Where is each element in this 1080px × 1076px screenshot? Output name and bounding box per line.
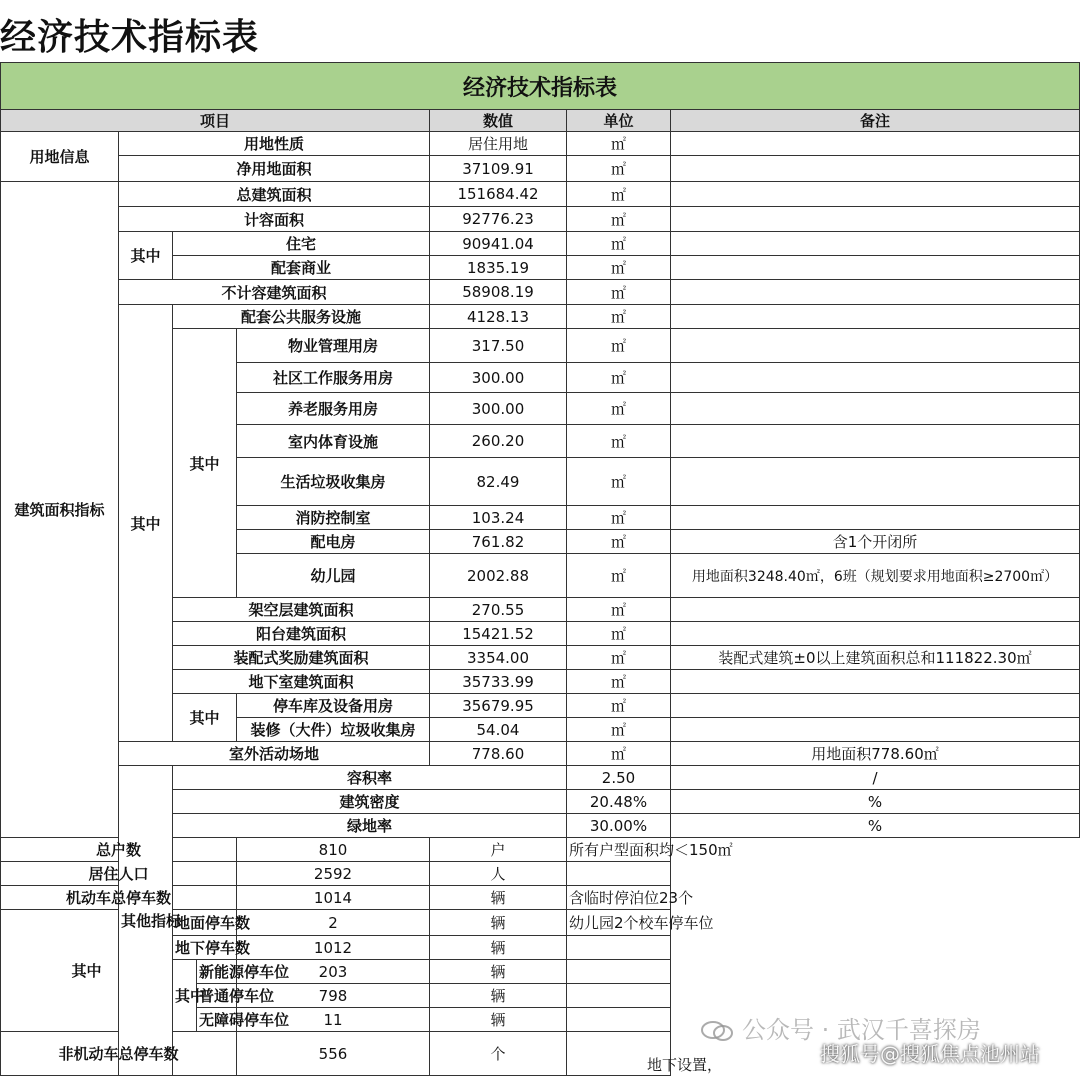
row-note: 地下设置， <box>567 1032 671 1076</box>
row-unit: 辆 <box>430 886 567 910</box>
sub-label: 其中 <box>173 329 237 598</box>
row-unit: 辆 <box>430 910 567 936</box>
row-unit: ㎡ <box>567 132 671 156</box>
row-value: 1012 <box>237 936 430 960</box>
row-unit: ㎡ <box>567 305 671 329</box>
row-value: 58908.19 <box>430 280 567 305</box>
row-unit: ㎡ <box>567 156 671 182</box>
row-unit: ㎡ <box>567 363 671 393</box>
row-name: 停车库及设备用房 <box>237 694 430 718</box>
row-name: 非机动车总停车数 <box>1 1032 237 1076</box>
row-name: 社区工作服务用房 <box>237 363 430 393</box>
row-unit: ㎡ <box>567 646 671 670</box>
row-note: 用地面积3248.40㎡，6班（规划要求用地面积≥2700㎡） <box>671 554 1080 598</box>
row-note <box>671 694 1080 718</box>
row-name: 配套商业 <box>173 256 430 280</box>
row-value: 54.04 <box>430 718 567 742</box>
header-value: 数值 <box>430 110 567 132</box>
row-value: 11 <box>237 1008 430 1032</box>
row-value: 317.50 <box>430 329 567 363</box>
row-note <box>671 622 1080 646</box>
row-name: 容积率 <box>173 766 567 790</box>
row-value: 2592 <box>237 862 430 886</box>
row-value: 761.82 <box>430 530 567 554</box>
row-name: 用地性质 <box>119 132 430 156</box>
row-name: 净用地面积 <box>119 156 430 182</box>
row-unit: ㎡ <box>567 742 671 766</box>
header-item: 项目 <box>1 110 430 132</box>
row-note <box>567 862 671 886</box>
row-name: 幼儿园 <box>237 554 430 598</box>
row-name: 普通停车位 <box>197 984 237 1008</box>
row-name: 消防控制室 <box>237 506 430 530</box>
row-unit: 辆 <box>430 936 567 960</box>
row-name: 新能源停车位 <box>197 960 237 984</box>
row-value: 92776.23 <box>430 207 567 232</box>
row-note <box>671 207 1080 232</box>
row-name: 物业管理用房 <box>237 329 430 363</box>
group-building-area: 建筑面积指标 <box>1 182 119 838</box>
economic-indicator-table <box>0 62 1080 1076</box>
sub-label: 其中 <box>173 694 237 742</box>
row-note <box>671 458 1080 506</box>
row-value: 4128.13 <box>430 305 567 329</box>
row-unit: ㎡ <box>567 329 671 363</box>
row-name: 配套公共服务设施 <box>173 305 430 329</box>
row-name: 计容面积 <box>119 207 430 232</box>
row-unit: ㎡ <box>567 554 671 598</box>
row-value: 556 <box>237 1032 430 1076</box>
row-unit: % <box>671 790 1080 814</box>
row-value: 2.50 <box>567 766 671 790</box>
row-value: 300.00 <box>430 363 567 393</box>
sub-label: 其中 <box>1 910 173 1032</box>
row-note <box>671 670 1080 694</box>
watermark-text-1: 公众号 · 武汉千喜探房 <box>742 1016 981 1044</box>
row-value: 2002.88 <box>430 554 567 598</box>
row-name: 架空层建筑面积 <box>173 598 430 622</box>
row-name: 地下室建筑面积 <box>173 670 430 694</box>
group-land-info: 用地信息 <box>1 132 119 182</box>
page-title: 经济技术指标表 <box>0 17 260 58</box>
row-value: 300.00 <box>430 393 567 425</box>
row-unit: ㎡ <box>567 458 671 506</box>
row-unit: ㎡ <box>567 670 671 694</box>
row-value: 778.60 <box>430 742 567 766</box>
row-unit: 辆 <box>430 1008 567 1032</box>
row-note: 装配式建筑±0以上建筑面积总和111822.30㎡ <box>671 646 1080 670</box>
row-name: 总建筑面积 <box>119 182 430 207</box>
row-note <box>671 132 1080 156</box>
row-name: 建筑密度 <box>173 790 567 814</box>
row-name: 配电房 <box>237 530 430 554</box>
row-name: 绿地率 <box>173 814 567 838</box>
row-unit: ㎡ <box>567 393 671 425</box>
row-name: 室内体育设施 <box>237 425 430 458</box>
row-name: 阳台建筑面积 <box>173 622 430 646</box>
sub-label: 其中 <box>173 960 197 1032</box>
row-name: 室外活动场地 <box>119 742 430 766</box>
row-value: 203 <box>237 960 430 984</box>
row-value: 260.20 <box>430 425 567 458</box>
row-value: 37109.91 <box>430 156 567 182</box>
row-note <box>671 280 1080 305</box>
row-note <box>671 425 1080 458</box>
row-value: 3354.00 <box>430 646 567 670</box>
row-value: 35679.95 <box>430 694 567 718</box>
wechat-icon <box>700 1020 734 1042</box>
row-note <box>671 329 1080 363</box>
row-note <box>671 363 1080 393</box>
row-unit: ㎡ <box>567 182 671 207</box>
row-unit: ㎡ <box>567 425 671 458</box>
row-unit: ㎡ <box>567 694 671 718</box>
row-note <box>671 182 1080 207</box>
row-value: 15421.52 <box>430 622 567 646</box>
sub-label: 其中 <box>119 232 173 280</box>
row-unit: 人 <box>430 862 567 886</box>
row-name: 装修（大件）垃圾收集房 <box>237 718 430 742</box>
row-value: 35733.99 <box>430 670 567 694</box>
row-note <box>567 936 671 960</box>
row-note: 幼儿园2个校车停车位 <box>567 910 671 936</box>
row-note <box>671 598 1080 622</box>
row-value: 103.24 <box>430 506 567 530</box>
row-unit: ㎡ <box>567 622 671 646</box>
row-name: 地下停车数 <box>173 936 237 960</box>
row-name: 生活垃圾收集房 <box>237 458 430 506</box>
row-unit: ㎡ <box>567 718 671 742</box>
row-name: 养老服务用房 <box>237 393 430 425</box>
row-note <box>567 984 671 1008</box>
row-unit: ㎡ <box>567 598 671 622</box>
row-note <box>567 960 671 984</box>
row-name: 居住人口 <box>1 862 237 886</box>
row-value: 1014 <box>237 886 430 910</box>
row-unit: % <box>671 814 1080 838</box>
row-note <box>671 156 1080 182</box>
row-unit: 个 <box>430 1032 567 1076</box>
row-unit: ㎡ <box>567 207 671 232</box>
row-note: 用地面积778.60㎡ <box>671 742 1080 766</box>
row-note <box>567 1008 671 1032</box>
row-value: 82.49 <box>430 458 567 506</box>
table-title: 经济技术指标表 <box>1 63 1080 110</box>
row-unit: ㎡ <box>567 232 671 256</box>
row-value: 30.00% <box>567 814 671 838</box>
row-value: 居住用地 <box>430 132 567 156</box>
row-note <box>671 232 1080 256</box>
row-unit: ㎡ <box>567 530 671 554</box>
row-name: 总户数 <box>1 838 237 862</box>
row-name: 无障碍停车位 <box>197 1008 237 1032</box>
row-note: 含1个开闭所 <box>671 530 1080 554</box>
row-value: 2 <box>237 910 430 936</box>
row-unit: 户 <box>430 838 567 862</box>
row-unit: 辆 <box>430 960 567 984</box>
row-name: 装配式奖励建筑面积 <box>173 646 430 670</box>
row-name: 住宅 <box>173 232 430 256</box>
header-unit: 单位 <box>567 110 671 132</box>
row-unit: / <box>671 766 1080 790</box>
row-name: 地面停车数 <box>173 910 237 936</box>
row-unit: ㎡ <box>567 256 671 280</box>
row-note: 所有户型面积均＜150㎡ <box>567 838 671 862</box>
row-note <box>671 718 1080 742</box>
header-note: 备注 <box>671 110 1080 132</box>
row-note <box>671 393 1080 425</box>
watermark-sohu: 搜狐号@搜狐焦点池州站 <box>820 1042 1040 1066</box>
row-unit: ㎡ <box>567 280 671 305</box>
row-value: 810 <box>237 838 430 862</box>
row-value: 798 <box>237 984 430 1008</box>
group-other: 其他指标 <box>119 766 173 1076</box>
row-note <box>671 305 1080 329</box>
row-value: 151684.42 <box>430 182 567 207</box>
row-value: 90941.04 <box>430 232 567 256</box>
row-note <box>671 506 1080 530</box>
row-value: 270.55 <box>430 598 567 622</box>
row-note: 含临时停泊位23个 <box>567 886 671 910</box>
row-name: 不计容建筑面积 <box>119 280 430 305</box>
row-unit: 辆 <box>430 984 567 1008</box>
row-note <box>671 256 1080 280</box>
sub-label: 其中 <box>119 305 173 742</box>
row-name: 机动车总停车数 <box>1 886 237 910</box>
row-value: 1835.19 <box>430 256 567 280</box>
row-value: 20.48% <box>567 790 671 814</box>
row-unit: ㎡ <box>567 506 671 530</box>
